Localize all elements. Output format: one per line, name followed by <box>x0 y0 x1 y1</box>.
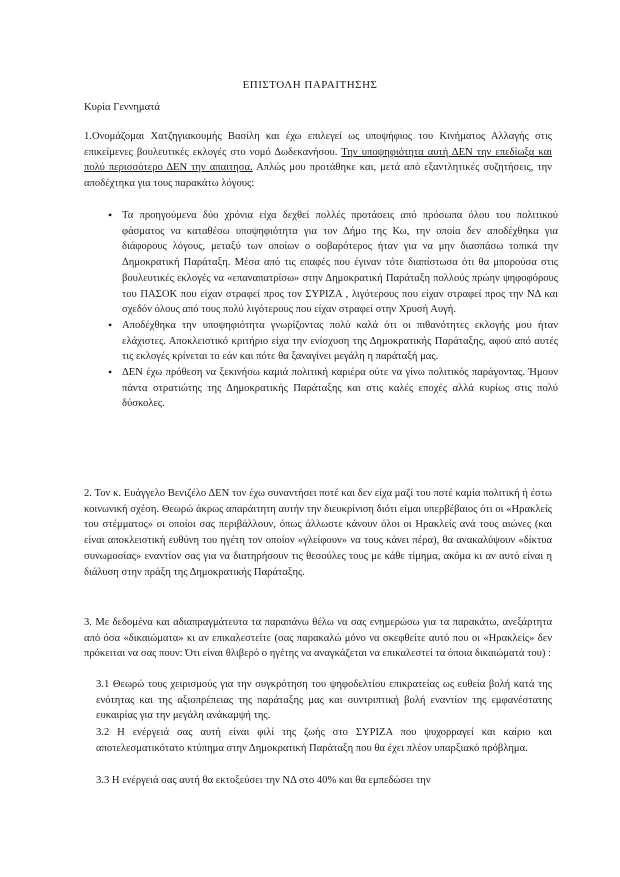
paragraph-1 <box>84 129 552 192</box>
paragraph-2: 2. Τον κ. Ευάγγελο Βενιζέλο ΔΕΝ τον έχω συναντήσει ποτέ και δεν είχα μαζί του ποτέ καμία πολιτική ή έστω κοινωνική σχέση. Θεωρώ άκρως απαράιτητη αυτήν την διευκρίνιση διότι είμαι υπερβέβαιος ότι οι «Ηρακλείς του στέμματος» οι οποίοι σας περιβάλλουν, όπως άλλωστε κάνουν όλοι οι Ηρακλείς ανά τους αιώνες (και είναι αποκλειστική ευθύνη του ηγέτη τον οποίον «γλείφουν» να τους κάνει πέρα), θα ανακαλύψουν «δίκτυα συνωμοσίας» εναντίον σας για να διατηρήσουν τις θεσούλες τους με κάθε τίμημα, ακόμα κι αν αυτό είναι η διάλυση στην πράξη της Δημοκρατικής Παράταξης. <box>84 488 552 578</box>
list-item: • Τα προηγούμενα δύο χρόνια είχα δεχθεί πολλές προτάσεις από πρόσωπα όλου του πολιτικού φάσματος να καταθέσω υποψηφιότητα για τον Δήμο της Κω, την οποία δεν αποδέχθηκα για διάφορους λόγους, μεταξύ των οποίων ο σοβαρότερος ήταν για να μην διασπάσω τοπικά την Δημοκρατική Παράταξη. Μέσα από τις επαφές που έγιναν τότε διαπίστωσα ότι θα μπορούσα στις βουλευτικές εκλογές να «επαναπατρίσω» στην Δημοκρατική Παράταξη πολλούς πρώην ψηφοφόρους του ΠΑΣΟΚ που είχαν στραφεί προς τον ΣΥΡΙΖΑ , λιγότερους που είχαν στραφεί προς την ΝΔ και σχεδόν όλους από τους πολύ λιγότερους που είχαν στραφεί στην Χρυσή Αυγή. <box>122 208 558 318</box>
paragraph-1-intro: 1.Ονομάζομαι Χατζηγιακουμής Βασίλη και έχω επιλεγεί ως υποψήφιος του Κινήματος Αλλαγής στις επικείμενες βουλευτικές εκλογές στο νομό Δωδεκανήσου. <box>84 131 552 158</box>
subparagraph-3-2: 3.2 Η ενέργειά σας αυτή είναι φιλί της ζωής στο ΣΥΡΙΖΑ που ψυχορραγεί και καίριο και αποτελεσματικότατο κτύπημα στην Δημοκρατική Παράταξη που θα έχει πλέον υπαρξιακό πρόβλημα. <box>96 727 552 754</box>
subparagraph-3-1: 3.1 Θεωρώ τους χειρισμούς για την συγκρότηση του ψηφοδελτίου επικρατείας ως ευθεία βολή κατά της ενότητας και της αξιοπρέπειας της παράταξης μας και συντριπτική βολή εναντίον της εμφανέστατης ευκαιρίας για την μεγάλη ανάκαμψή της. <box>96 679 552 722</box>
list-item: • Αποδέχθηκα την υποψηφιότητα γνωρίζοντας πολύ καλά ότι οι πιθανότητες εκλογής μου ήταν ελάχιστες. Αποκλειστικό κριτήριο είχα την ενίσχυση της Δημοκρατικής Παράταξης, αφού από αυτές τις εκλογές κρίνεται το εάν και πότε θα ξαναγίνει μεγάλη η παράταξή μας. <box>122 318 558 365</box>
salutation: Κυρία Γεννηματά <box>84 102 160 113</box>
subparagraph-3-3: 3.3 Η ενέργειά σας αυτή θα εκτοξεύσει την ΝΔ στο 40% και θα εμπεδώσει την <box>96 775 431 786</box>
paragraph-1-rest: Απλώς μου προτάθηκε και, μετά από εξαντλητικές συζητήσεις, την αποδέχτηκα για τους παρακάτω λόγους: <box>84 162 552 190</box>
paragraph-1-underlined: Την υποψηφιότητα αυτή ΔΕΝ την επεδίωξα και πολύ περισσότερο ΔΕΝ την απαιτησα. <box>84 146 552 174</box>
letter-title: ΕΠΙΣΤΟΛΗ ΠΑΡΑΙΤΗΣΗΣ <box>242 79 378 91</box>
list-item: • ΔΕΝ έχω πρόθεση να ξεκινήσω καμιά πολιτική καριέρα ούτε να γίνω πολιτικός παράγοντας. Ήμουν πάντα στρατιώτης της Δημοκρατικής Παράταξης και στις καλές εποχές αλλά κυρίως στις πολύ δύσκολες. <box>122 365 558 412</box>
paragraph-3: 3. Με δεδομένα και αδιαπραγμάτευτα τα παραπάνω θέλω να σας ενημερώσω για τα παρακάτω, ανεξάρτητα από όσα «δικαιώματα» κι αν επικαλεστείτε (σας παρακαλώ μόνο να σκεφθείτε αυτό που οι «Ηρακλείς» δεν πρόκειται να σας πουν: Ότι είναι θλιβερό ο ηγέτης να αναγκάζεται να επικαλεστεί τα όποια δικαιώματά του) : <box>84 617 552 660</box>
reasons-list <box>108 208 558 412</box>
